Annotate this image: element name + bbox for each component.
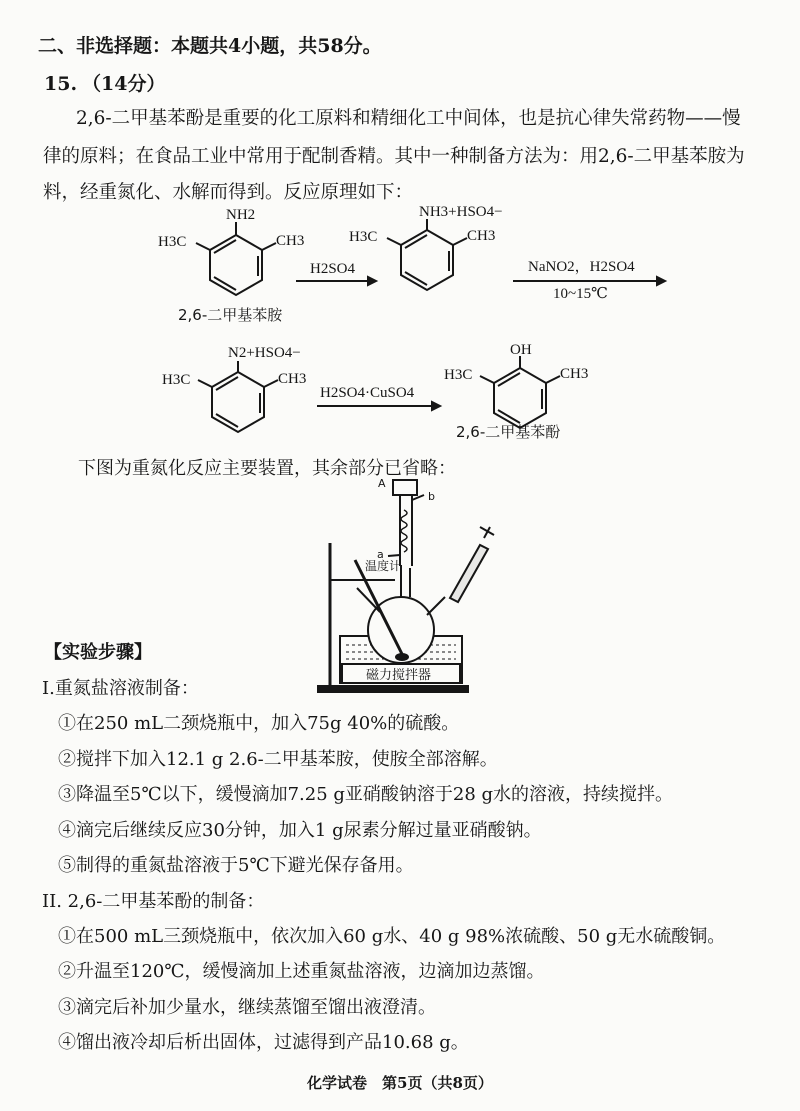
part1-step-1: ①在250 mL二颈烧瓶中，加入75g 40%的硫酸。 bbox=[58, 713, 460, 734]
intro-line-2: 律的原料；在食品工业中常用于配制香精。其中一种制备方法为：用2,6-二甲基苯胺为 bbox=[43, 146, 745, 167]
label-a-lower: a bbox=[377, 548, 384, 561]
part1-title: I.重氮盐溶液制备： bbox=[42, 678, 199, 699]
ch3-label: CH3 bbox=[560, 366, 589, 382]
condition-temp: 10~15℃ bbox=[553, 286, 608, 302]
section-title: 二、非选择题：本题共4小题，共58分。 bbox=[38, 35, 382, 57]
stand-base bbox=[318, 686, 468, 692]
label-b: b bbox=[428, 490, 435, 503]
intro-line-1: 2,6-二甲基苯酚是重要的化工原料和精细化工中间体，也是抗心律失常药物——慢 bbox=[76, 108, 741, 129]
h3c-label: H3C bbox=[444, 367, 473, 383]
part1-step-5: ⑤制得的重氮盐溶液于5℃下避光保存备用。 bbox=[58, 855, 414, 876]
phenol-name: 2,6-二甲基苯酚 bbox=[456, 423, 561, 441]
h3c-label: H3C bbox=[162, 372, 191, 388]
oh-label: OH bbox=[510, 342, 532, 358]
thermometer-label: 温度计 bbox=[365, 559, 402, 573]
part2-step-4: ④馏出液冷却后析出固体，过滤得到产品10.68 g。 bbox=[58, 1032, 469, 1053]
question-number: 15. bbox=[44, 73, 78, 95]
label-a-upper: A bbox=[378, 477, 386, 490]
part2-title: II. 2,6-二甲基苯酚的制备： bbox=[42, 891, 265, 912]
apparatus-caption: 下图为重氮化反应主要装置，其余部分已省略： bbox=[78, 458, 456, 479]
apparatus-figure bbox=[318, 480, 494, 692]
benzene-ring-phenol bbox=[480, 356, 560, 428]
diazonium-label: N2+HSO4− bbox=[228, 345, 301, 361]
page-footer: 化学试卷 第5页（共8页） bbox=[307, 1074, 493, 1092]
condenser-top bbox=[393, 480, 417, 495]
ch3-label: CH3 bbox=[276, 233, 305, 249]
condition-cuso4: H2SO4·CuSO4 bbox=[320, 385, 415, 401]
h3c-label: H3C bbox=[158, 234, 187, 250]
intro-line-3: 料，经重氮化、水解而得到。反应原理如下： bbox=[43, 182, 414, 203]
part2-step-1: ①在500 mL三颈烧瓶中，依次加入60 g水、40 g 98%浓硫酸、50 g无水硫酸铜。 bbox=[58, 926, 726, 947]
nh2-label: NH2 bbox=[226, 207, 256, 223]
benzene-ring-ammonium bbox=[387, 219, 467, 290]
condition-nano2: NaNO2，H2SO4 bbox=[528, 259, 635, 275]
steps-heading: 【实验步骤】 bbox=[44, 642, 152, 663]
question-score: （14分） bbox=[82, 73, 166, 95]
inlet-a bbox=[388, 555, 400, 556]
h3c-label: H3C bbox=[349, 229, 378, 245]
ammonium-label: NH3+HSO4− bbox=[419, 204, 503, 220]
condition-h2so4: H2SO4 bbox=[310, 261, 356, 277]
benzene-ring-diazonium bbox=[198, 361, 278, 432]
part2-step-2: ②升温至120℃，缓慢滴加上述重氮盐溶液，边滴加边蒸馏。 bbox=[58, 961, 545, 982]
part1-step-2: ②搅拌下加入12.1 g 2.6-二甲基苯胺，使胺全部溶解。 bbox=[58, 749, 498, 770]
part1-step-4: ④滴完后继续反应30分钟，加入1 g尿素分解过量亚硝酸钠。 bbox=[58, 820, 542, 841]
dropping-funnel bbox=[450, 545, 488, 602]
part2-step-3: ③滴完后补加少量水，继续蒸馏至馏出液澄清。 bbox=[58, 997, 436, 1018]
benzene-ring-aniline bbox=[196, 222, 276, 295]
aniline-name: 2,6-二甲基苯胺 bbox=[178, 306, 283, 324]
stirrer-label: 磁力搅拌器 bbox=[366, 668, 432, 683]
ch3-label: CH3 bbox=[278, 371, 307, 387]
part1-step-3: ③降温至5℃以下，缓慢滴加7.25 g亚硝酸钠溶于28 g水的溶液，持续搅拌。 bbox=[58, 784, 674, 805]
ch3-label: CH3 bbox=[467, 228, 496, 244]
